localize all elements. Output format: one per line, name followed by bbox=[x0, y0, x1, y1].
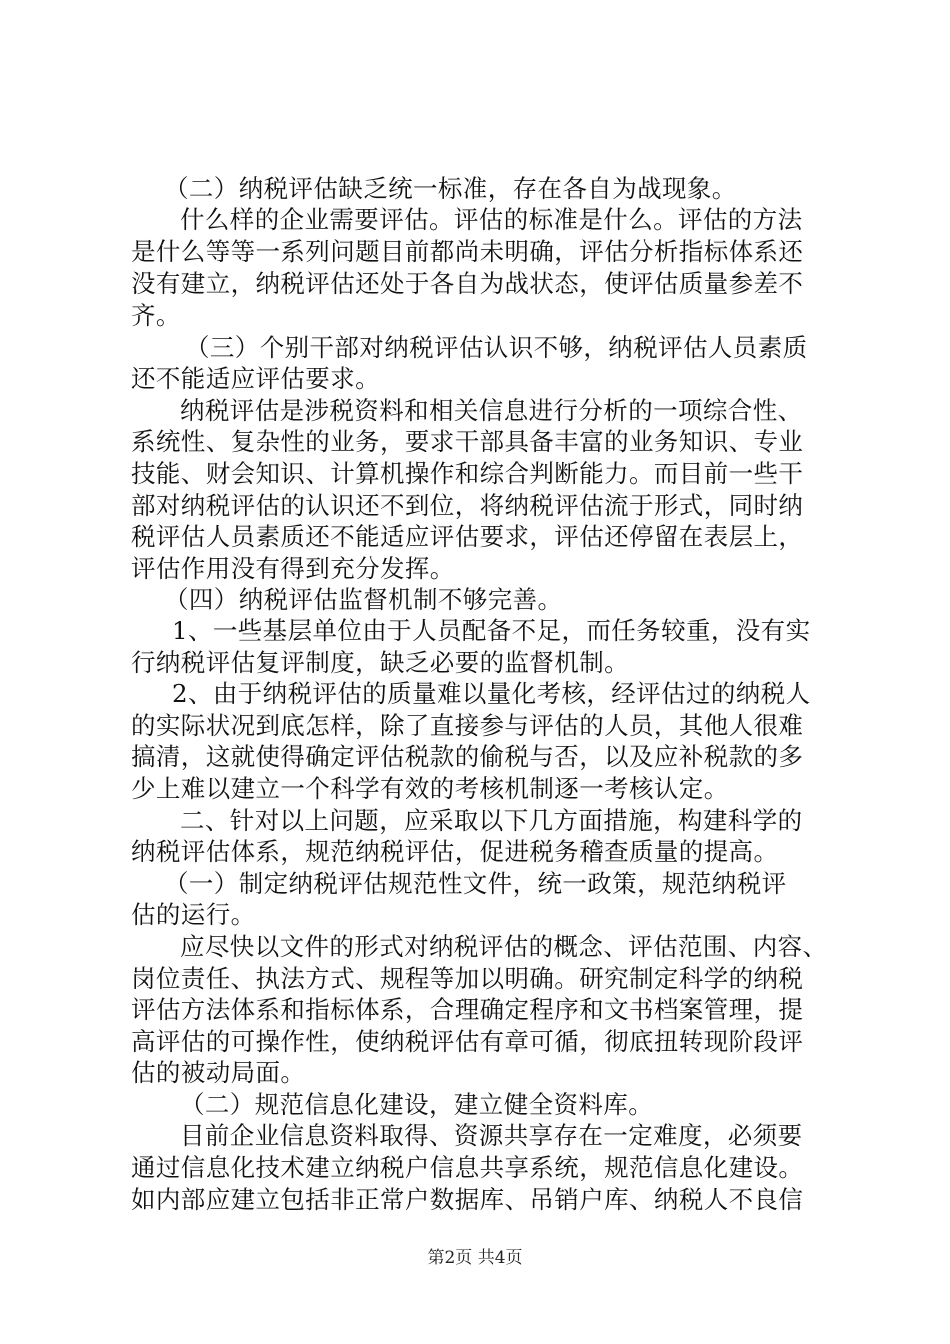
paragraph-line: 评估方法体系和指标体系，合理确定程序和文书档案管理，提 bbox=[131, 995, 804, 1024]
paragraph-line: 搞清，这就使得确定评估税款的偷税与否，以及应补税款的多 bbox=[131, 742, 804, 771]
paragraph-line: 纳税评估是涉税资料和相关信息进行分析的一项综合性、 bbox=[180, 396, 803, 425]
section-heading: （二）纳税评估缺乏统一标准，存在各自为战现象。 bbox=[164, 174, 737, 203]
paragraph-line: 1、一些基层单位由于人员配备不足，而任务较重，没有实 bbox=[172, 616, 811, 645]
paragraph-line: 估的运行。 bbox=[131, 900, 256, 929]
paragraph-line: 少上难以建立一个科学有效的考核机制逐一考核认定。 bbox=[131, 774, 729, 803]
paragraph-line: 是什么等等一系列问题目前都尚未明确，评估分析指标体系还 bbox=[131, 237, 804, 266]
paragraph-line: 目前企业信息资料取得、资源共享存在一定难度，必须要 bbox=[180, 1121, 803, 1150]
paragraph-line: 系统性、复杂性的业务，要求干部具备丰富的业务知识、专业 bbox=[131, 427, 804, 456]
paragraph-line: 税评估人员素质还不能适应评估要求，评估还停留在表层上， bbox=[131, 522, 804, 551]
paragraph-line: 的实际状况到底怎样，除了直接参与评估的人员，其他人很难 bbox=[131, 711, 804, 740]
section-heading: （一）制定纳税评估规范性文件，统一政策，规范纳税评 bbox=[164, 869, 787, 898]
paragraph-line: 高评估的可操作性，使纳税评估有章可循，彻底扭转现阶段评 bbox=[131, 1027, 804, 1056]
paragraph-line: 应尽快以文件的形式对纳税评估的概念、评估范围、内容、 bbox=[180, 932, 828, 961]
paragraph-line: 2、由于纳税评估的质量难以量化考核，经评估过的纳税人 bbox=[172, 679, 811, 708]
paragraph-line: 技能、财会知识、计算机操作和综合判断能力。而目前一些干 bbox=[131, 459, 804, 488]
paragraph-line: 齐。 bbox=[131, 301, 181, 330]
paragraph-line: 行纳税评估复评制度，缺乏必要的监督机制。 bbox=[131, 648, 629, 677]
paragraph-line: 没有建立，纳税评估还处于各自为战状态，使评估质量参差不 bbox=[131, 269, 804, 298]
section-heading: 二、针对以上问题，应采取以下几方面措施，构建科学的 bbox=[180, 806, 803, 835]
section-heading: （四）纳税评估监督机制不够完善。 bbox=[164, 585, 563, 614]
page-footer: 第2页 共4页 bbox=[427, 1248, 523, 1268]
paragraph-line: 通过信息化技术建立纳税户信息共享系统，规范信息化建设。 bbox=[131, 1153, 804, 1182]
paragraph-line: 纳税评估体系，规范纳税评估，促进税务稽查质量的提高。 bbox=[131, 837, 779, 866]
paragraph-line: 什么样的企业需要评估。评估的标准是什么。评估的方法 bbox=[180, 205, 803, 234]
paragraph-line: 还不能适应评估要求。 bbox=[131, 364, 380, 393]
paragraph-line: 岗位责任、执法方式、规程等加以明确。研究制定科学的纳税 bbox=[131, 964, 804, 993]
paragraph-line: 评估作用没有得到充分发挥。 bbox=[131, 554, 455, 583]
paragraph-line: 部对纳税评估的认识还不到位，将纳税评估流于形式，同时纳 bbox=[131, 491, 804, 520]
section-heading: （三）个别干部对纳税评估认识不够，纳税评估人员素质 bbox=[185, 333, 808, 362]
section-heading: （二）规范信息化建设，建立健全资料库。 bbox=[180, 1090, 654, 1119]
paragraph-line: 估的被动局面。 bbox=[131, 1058, 306, 1087]
paragraph-line: 如内部应建立包括非正常户数据库、吊销户库、纳税人不良信 bbox=[131, 1185, 804, 1214]
